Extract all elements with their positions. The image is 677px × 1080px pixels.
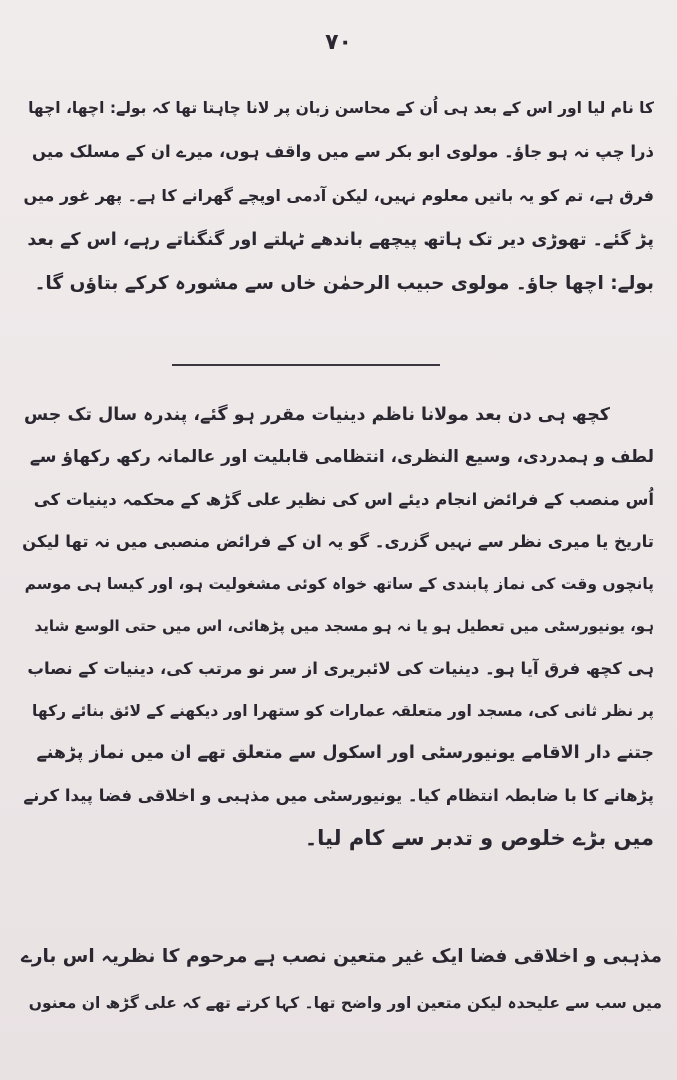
text-line: میں سب سے علیحدہ لیکن متعین اور واضح تھا۔ کہا کرتے تھے کہ علی گڑھ ان معنوں [28, 994, 662, 1012]
text-line: کا نام لیا اور اس کے بعد ہی اُن کے محاسن زبان پر لانا چاہتا تھا کہ بولے: اچھا، اچھا [28, 99, 654, 117]
text-line: لطف و ہمدردی، وسیع النظری، انتظامی قابلیت اور عالمانہ رکھ رکھاؤ سے [29, 447, 654, 468]
text-line: پڑھانے کا با ضابطہ انتظام کیا۔ یونیورسٹی میں مذہبی و اخلاقی فضا پیدا کرنے [23, 785, 654, 805]
text-line: ذرا چپ نہ ہو جاؤ۔ مولوی ابو بکر سے میں واقف ہوں، میرے ان کے مسلک میں [32, 142, 654, 161]
text-line: مذہبی و اخلاقی فضا ایک غیر متعین نصب ہے مرحوم کا نظریہ اس بارے [20, 946, 662, 967]
text-line: ہو، یونیورسٹی میں تعطیل ہو یا نہ ہو مسجد میں پڑھائی، اس میں حتی الوسع شاید [34, 617, 654, 636]
paragraph-2 [22, 394, 654, 859]
text-line: ہی کچھ فرق آیا ہو۔ دینیات کی لائبریری از سر نو مرتب کی، دینیات کے نصاب [27, 658, 654, 678]
text-line: پڑ گئے۔ تھوڑی دیر تک ہاتھ پیچھے باندھے ٹہلتے اور گنگناتے رہے، اس کے بعد [27, 230, 654, 250]
text-line: تاریخ یا میری نظر سے نہیں گزری۔ گو یہ ان کے فرائض منصبی میں نہ تھا لیکن [22, 531, 654, 551]
text-line: جتنے دار الاقامے یونیورسٹی اور اسکول سے متعلق تھے ان میں نماز پڑھنے [36, 743, 654, 764]
paragraph-3 [14, 934, 662, 1026]
section-divider [172, 364, 440, 366]
page-number: ۷۰ [325, 30, 352, 55]
text-line: اُس منصب کے فرائض انجام دیئے اس کی نظیر علی گڑھ کے محکمہ دینیات کی [33, 489, 654, 509]
text-line: فرق ہے، تم کو یہ باتیں معلوم نہیں، لیکن آدمی اوپچے گھرانے کا ہے۔ پھر غور میں [23, 186, 654, 205]
text-line: کچھ ہی دن بعد مولانا ناظم دینیات مقرر ہو گئے، پندرہ سال تک جس [24, 405, 610, 425]
text-line: پانچوں وقت کی نماز پابندی کے ساتھ خواہ کوئی مشغولیت ہو، اور کیسا ہی موسم [24, 575, 654, 594]
text-line: پر نظر ثانی کی، مسجد اور متعلقہ عمارات کو ستھرا اور دیکھنے کے لائق بنائے رکھا [32, 702, 654, 721]
text-line: میں بڑے خلوص و تدبر سے کام لیا۔ [304, 825, 654, 850]
text-line: بولے: اچھا جاؤ۔ مولوی حبیب الرحمٰن خاں سے مشورہ کرکے بتاؤں گا۔ [34, 273, 654, 294]
paragraph-1 [22, 86, 654, 306]
